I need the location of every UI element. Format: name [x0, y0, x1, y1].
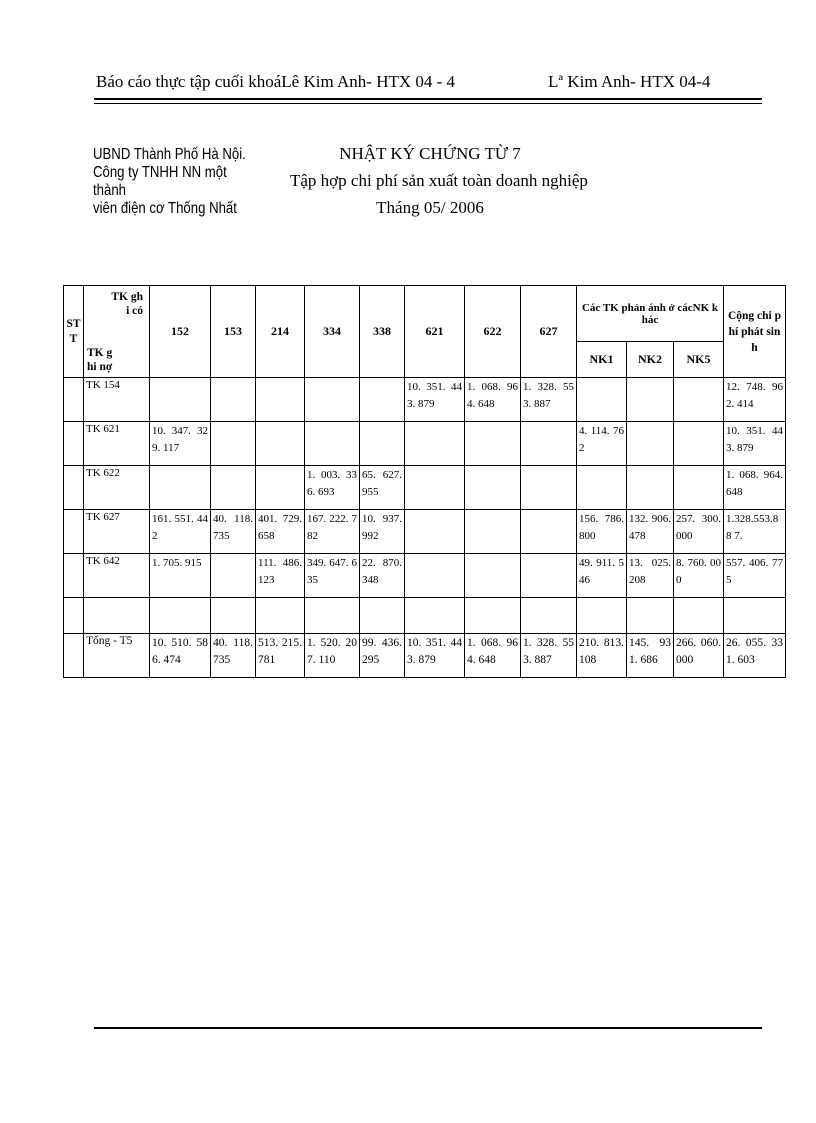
stt-cell — [64, 510, 84, 554]
stt-cell — [64, 634, 84, 678]
table-cell — [405, 422, 465, 466]
table-cell: 22. 870. 348 — [360, 554, 405, 598]
stt-cell — [64, 554, 84, 598]
header-nk5: NK5 — [674, 342, 724, 378]
table-cell — [521, 466, 577, 510]
table-cell — [627, 598, 674, 634]
table-cell — [627, 378, 674, 422]
header-nk1: NK1 — [577, 342, 627, 378]
header-other-group: Các TK phản ánh ở cácNK khác — [577, 286, 724, 342]
table-cell: 10. 351. 443. 879 — [724, 422, 786, 466]
table-cell — [724, 598, 786, 634]
title-line-1: NHẬT KÝ CHỨNG TỪ 7 — [339, 144, 521, 163]
total-row — [64, 634, 786, 678]
table-cell: 349. 647. 635 — [305, 554, 360, 598]
table-cell — [211, 554, 256, 598]
header-total-col: Cộng chi phí phát sinh — [724, 286, 786, 378]
total-cell: 210. 813. 108 — [577, 634, 627, 678]
table-cell: 40. 118. 735 — [211, 510, 256, 554]
header-col-627: 627 — [521, 286, 577, 378]
table-cell — [211, 598, 256, 634]
total-label: Tổng - T5 — [84, 634, 150, 678]
table-cell — [405, 466, 465, 510]
table-cell: 156. 786. 800 — [577, 510, 627, 554]
table-cell: 4. 114. 762 — [577, 422, 627, 466]
table-cell — [674, 466, 724, 510]
table-cell — [577, 598, 627, 634]
table-cell: 257. 300. 000 — [674, 510, 724, 554]
table-cell — [256, 378, 305, 422]
table-cell — [521, 510, 577, 554]
total-cell: 1. 068. 964. 648 — [465, 634, 521, 678]
table-cell — [405, 510, 465, 554]
total-cell: 513. 215. 781 — [256, 634, 305, 678]
row-label: TK 154 — [84, 378, 150, 422]
header-tk-ghi-no: TK ghi nợ — [87, 347, 113, 373]
table-cell — [150, 598, 211, 634]
header-tk — [84, 286, 150, 378]
header-col-338: 338 — [360, 286, 405, 378]
table-cell — [465, 466, 521, 510]
total-cell: 99. 436. 295 — [360, 634, 405, 678]
table-cell — [211, 422, 256, 466]
document-title — [290, 140, 588, 221]
stt-cell — [64, 598, 84, 634]
table-cell — [627, 422, 674, 466]
organization-block — [93, 146, 263, 218]
table-cell: 1. 003. 336. 693 — [305, 466, 360, 510]
header-col-334: 334 — [305, 286, 360, 378]
journal-table — [63, 285, 786, 678]
total-cell: 266. 060. 000 — [674, 634, 724, 678]
org-line-2: Công ty TNHH NN một thành — [93, 164, 227, 199]
table-row — [64, 422, 786, 466]
table-cell — [150, 466, 211, 510]
footer-rule — [94, 1027, 762, 1029]
table-row — [64, 466, 786, 510]
org-line-1: UBND Thành Phố Hà Nội. — [93, 146, 246, 163]
total-cell: 145. 931. 686 — [627, 634, 674, 678]
header-right-text: Lª Kim Anh- HTX 04-4 — [548, 72, 711, 91]
table-cell: 8. 760. 000 — [674, 554, 724, 598]
table-cell: 1. 068. 964. 648 — [465, 378, 521, 422]
table-cell — [150, 378, 211, 422]
table-cell: 65. 627. 955 — [360, 466, 405, 510]
table-row — [64, 510, 786, 554]
stt-cell — [64, 378, 84, 422]
table-cell — [465, 554, 521, 598]
table-cell — [465, 598, 521, 634]
table-cell: 1. 705. 915 — [150, 554, 211, 598]
header-left-text: Báo cáo thực tập cuối khoáLê Kim Anh- HTX 04 - 4 — [96, 72, 456, 91]
header-col-152: 152 — [150, 286, 211, 378]
table-cell — [674, 422, 724, 466]
table-cell — [577, 378, 627, 422]
table-cell: 161. 551. 442 — [150, 510, 211, 554]
table-cell — [577, 466, 627, 510]
table-cell: 10. 937. 992 — [360, 510, 405, 554]
table-cell — [305, 598, 360, 634]
table-cell: 557. 406. 775 — [724, 554, 786, 598]
total-cell: 1. 328. 553. 887 — [521, 634, 577, 678]
table-cell — [211, 466, 256, 510]
title-line-2: Tập hợp chi phí sản xuất toàn doanh nghiệp — [290, 171, 588, 190]
header-col-153: 153 — [211, 286, 256, 378]
table-cell: 1. 068. 964. 648 — [724, 466, 786, 510]
table-cell: 13. 025. 208 — [627, 554, 674, 598]
table-cell — [256, 466, 305, 510]
table-cell — [674, 378, 724, 422]
header-col-621: 621 — [405, 286, 465, 378]
header-rule-thin — [94, 103, 762, 104]
table-cell — [360, 422, 405, 466]
table-cell — [405, 554, 465, 598]
table-cell — [465, 510, 521, 554]
stt-cell — [64, 466, 84, 510]
table-header-row — [64, 286, 786, 342]
table-cell: 10. 347. 329. 117 — [150, 422, 211, 466]
header-col-622: 622 — [465, 286, 521, 378]
table-cell: 167. 222. 782 — [305, 510, 360, 554]
table-cell: 1. 328. 553. 887 — [521, 378, 577, 422]
table-cell: 401. 729. 658 — [256, 510, 305, 554]
header-rule — [94, 98, 762, 100]
table-cell — [305, 378, 360, 422]
total-cell: 40. 118. 735 — [211, 634, 256, 678]
table-cell — [256, 422, 305, 466]
table-cell — [465, 422, 521, 466]
total-cell: 26. 055. 331. 603 — [724, 634, 786, 678]
table-cell — [211, 378, 256, 422]
header-stt: ST T — [64, 286, 84, 378]
header-nk2: NK2 — [627, 342, 674, 378]
table-cell: 132. 906. 478 — [627, 510, 674, 554]
table-cell — [405, 598, 465, 634]
stt-cell — [64, 422, 84, 466]
row-label: TK 621 — [84, 422, 150, 466]
table-cell — [674, 598, 724, 634]
table-cell — [360, 378, 405, 422]
table-cell: 12. 748. 962. 414 — [724, 378, 786, 422]
table-cell — [521, 554, 577, 598]
table-cell: 1.328.553.88 7. — [724, 510, 786, 554]
row-label: TK 622 — [84, 466, 150, 510]
row-label: TK 627 — [84, 510, 150, 554]
table-cell — [305, 422, 360, 466]
table-cell: 10. 351. 443. 879 — [405, 378, 465, 422]
header-tk-ghi-co: TK ghi có — [111, 291, 143, 317]
header-col-214: 214 — [256, 286, 305, 378]
row-label: TK 642 — [84, 554, 150, 598]
table-cell — [360, 598, 405, 634]
org-line-3: viên điện cơ Thống Nhất — [93, 200, 237, 217]
total-cell: 10. 351. 443. 879 — [405, 634, 465, 678]
table-cell — [521, 422, 577, 466]
table-cell — [627, 466, 674, 510]
table-cell — [521, 598, 577, 634]
total-cell: 10. 510. 586. 474 — [150, 634, 211, 678]
table-row — [64, 378, 786, 422]
table-cell: 49. 911. 546 — [577, 554, 627, 598]
table-cell — [256, 598, 305, 634]
table-row — [64, 598, 786, 634]
table-row — [64, 554, 786, 598]
total-cell: 1. 520. 207. 110 — [305, 634, 360, 678]
row-label — [84, 598, 150, 634]
title-line-3: Tháng 05/ 2006 — [376, 198, 484, 217]
table-cell: 111. 486. 123 — [256, 554, 305, 598]
